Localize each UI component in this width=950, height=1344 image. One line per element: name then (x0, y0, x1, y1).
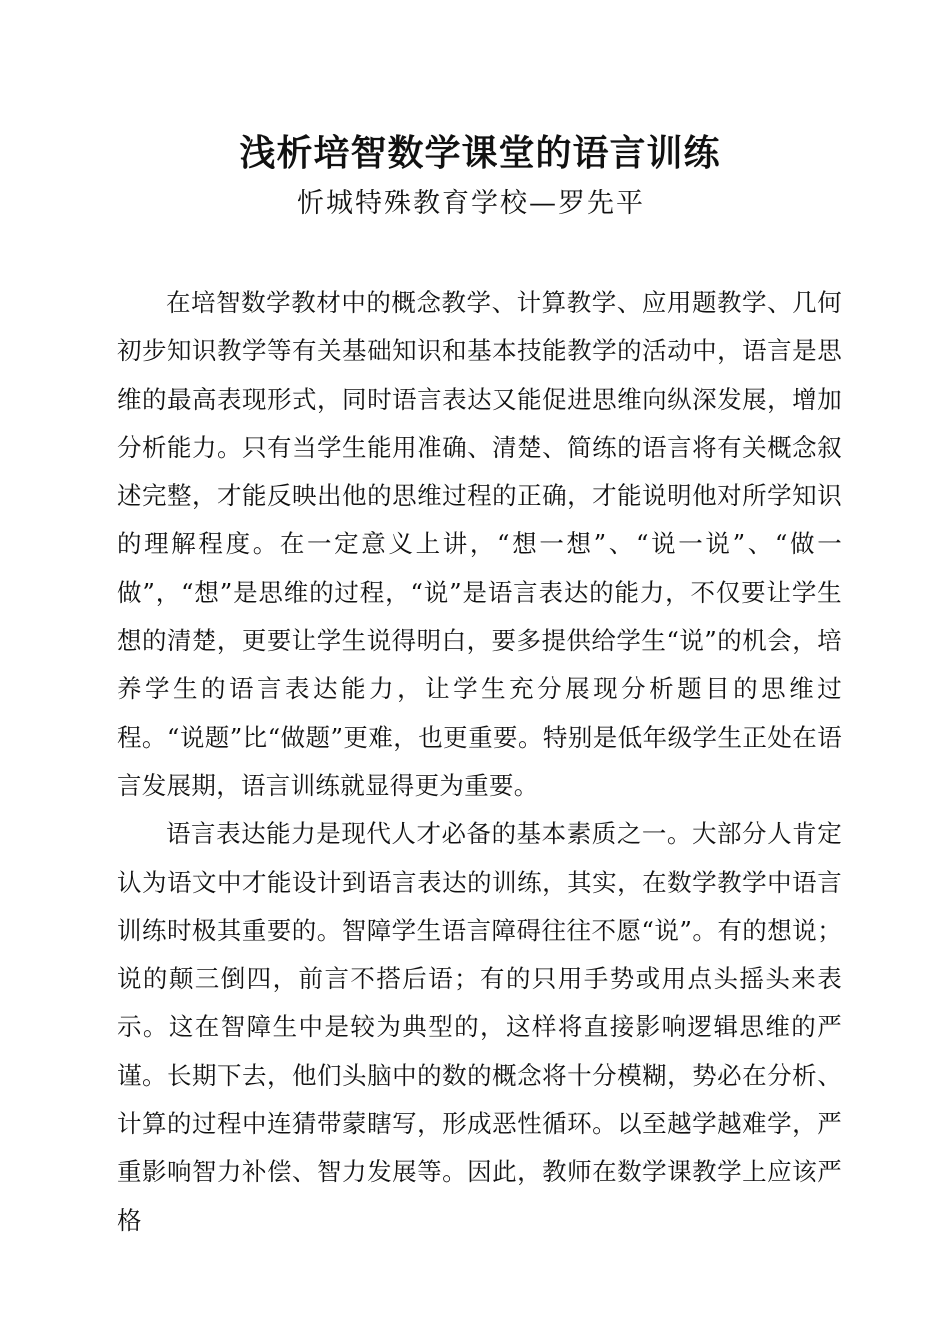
author-line: 忻城特殊教育学校—罗先平 (297, 188, 645, 219)
paragraph-2: 语言表达能力是现代人才必备的基本素质之一。大部分人肯定认为语文中才能设计到语言表达的训练，其实，在数学教学中语言训练时极其重要的。智障学生语言障碍往往不愿“说”。有的想说；说的颠三倒四，前言不搭后语；有的只用手势或用点头摇头来表示。这在智障生中是较为典型的，这样将直接影响逻辑思维的严谨。长期下去，他们头脑中的数的概念将十分模糊，势必在分析、计算的过程中连猜带蒙瞎写，形成恶性循环。以至越学越难学，严重影响智力补偿、智力发展等。因此，教师在数学课教学上应该严格 (117, 819, 843, 1235)
paragraph-1: 在培智数学教材中的概念教学、计算教学、应用题教学、几何初步知识教学等有关基础知识和基本技能教学的活动中，语言是思维的最高表现形式，同时语言表达又能促进思维向纵深发展，增加分析能力。只有当学生能用准确、清楚、简练的语言将有关概念叙述完整，才能反映出他的思维过程的正确，才能说明他对所学知识的理解程度。在一定意义上讲，“想一想”、“说一说”、“做一做”，“想”是思维的过程，“说”是语言表达的能力，不仅要让学生想的清楚，更要让学生说得明白，要多提供给学生“说”的机会，培养学生的语言表达能力，让学生充分展现分析题目的思维过程。“说题”比“做题”更难，也更重要。特别是低年级学生正处在语言发展期，语言训练就显得更为重要。 (117, 288, 842, 800)
document-title: 浅析培智数学课堂的语言训练 (239, 133, 721, 174)
document-body (117, 279, 842, 1245)
